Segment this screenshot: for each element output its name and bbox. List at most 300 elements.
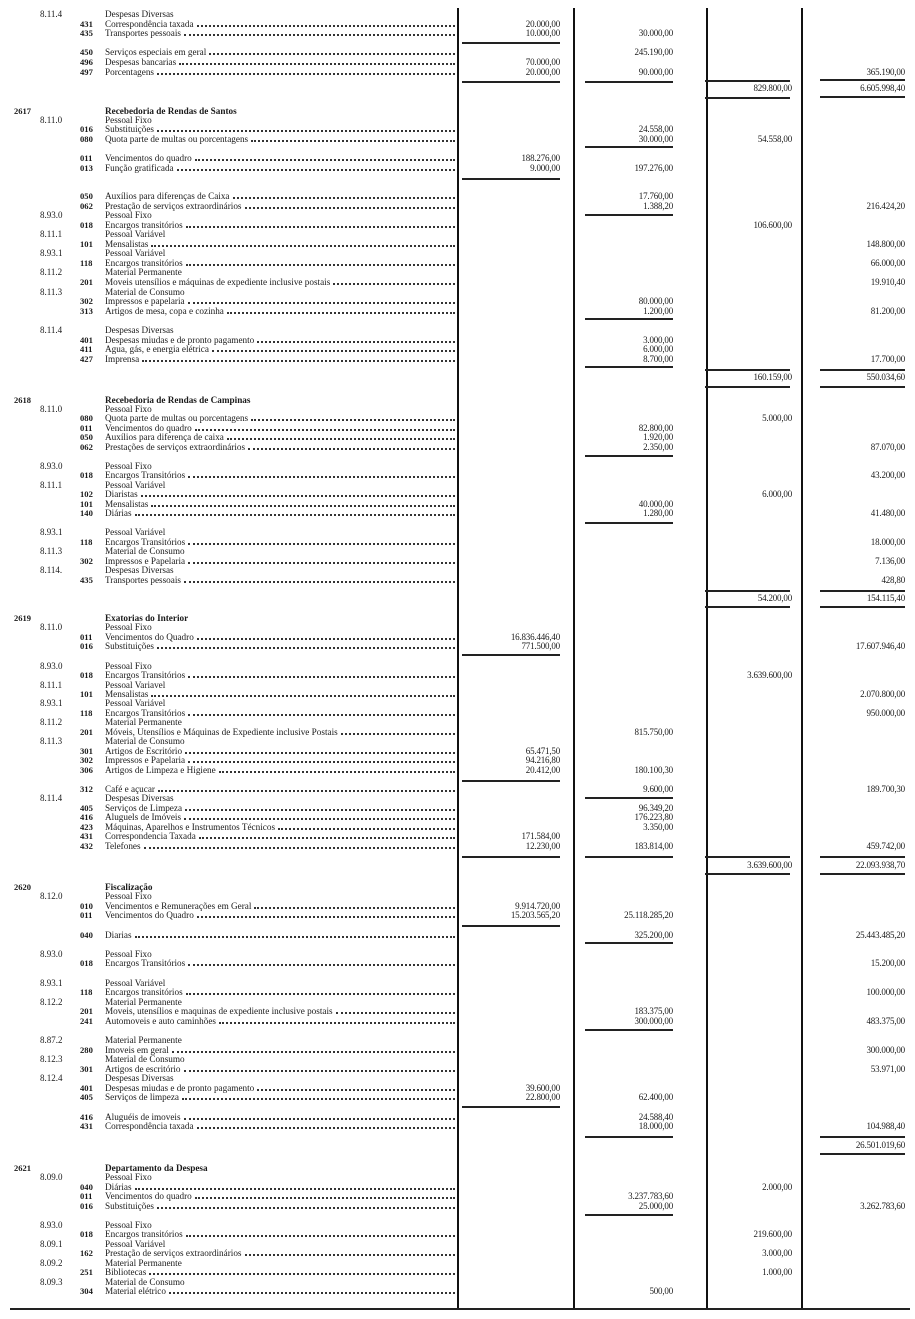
dotted-leader [157, 641, 455, 649]
description-text: Vencimentos do quadro [105, 423, 192, 433]
subtotal-rule [820, 386, 905, 388]
dotted-leader [336, 1006, 455, 1014]
table-row [0, 344, 915, 354]
item-code: 401 [80, 1083, 93, 1093]
amount-c2: 300.000,00 [634, 1016, 673, 1026]
description-text: Pessoal Fixo [105, 949, 152, 959]
description [105, 229, 455, 239]
amount-c3: 829.800,00 [753, 83, 792, 93]
item-code: 312 [80, 784, 93, 794]
dotted-leader [195, 153, 455, 161]
dotted-leader [186, 258, 455, 266]
description-text: Moveis, utensílios e maquinas de expediente inclusive postais [105, 1006, 333, 1016]
item-code: 313 [80, 306, 93, 316]
item-code: 011 [80, 423, 93, 433]
item-code: 118 [80, 537, 93, 547]
group-code: 8.11.4 [40, 9, 63, 19]
description [105, 1092, 455, 1102]
dotted-leader [151, 499, 455, 507]
group-heading-row [0, 210, 915, 220]
table-row [0, 1121, 915, 1131]
description-text: Função gratificada [105, 163, 174, 173]
subtotal-rule [462, 856, 560, 858]
dotted-leader [169, 1286, 455, 1294]
amount-c2: 25.118.285,20 [624, 910, 673, 920]
description-text: Impressos e papelaria [105, 296, 185, 306]
amount-c2: 3.000,00 [643, 335, 673, 345]
subtotal-rule [585, 146, 673, 148]
amount-c1: 65.471,50 [525, 746, 560, 756]
amount-c4: 81.200,00 [870, 306, 905, 316]
description-text: Prestação de serviços extraordinários [105, 201, 242, 211]
subtotal-rule [462, 780, 560, 782]
item-code: 040 [80, 1182, 93, 1192]
amount-c3: 106.600,00 [753, 220, 792, 230]
amount-c2: 1.920,00 [643, 432, 673, 442]
description [105, 134, 455, 144]
group-code: 8.11.3 [40, 287, 63, 297]
description-text: Recebedoria de Rendas de Santos [105, 106, 237, 116]
description-text: Diárias [105, 1182, 132, 1192]
subtotal-rule [705, 856, 790, 858]
dotted-leader [184, 1112, 455, 1120]
amount-c4: 87.070,00 [870, 442, 905, 452]
dotted-leader [197, 1121, 455, 1129]
item-code: 301 [80, 1064, 93, 1074]
description [105, 641, 455, 651]
description-text: Quota parte de multas ou porcentagens [105, 413, 249, 423]
dotted-leader [195, 1191, 455, 1199]
item-code: 431 [80, 1121, 93, 1131]
amount-c2: 815.750,00 [634, 727, 673, 737]
table-row [0, 67, 915, 77]
description [105, 1073, 455, 1083]
description-text: Material de Consumo [105, 1054, 185, 1064]
amount-c4: 41.480,00 [870, 508, 905, 518]
dotted-leader [172, 1045, 455, 1053]
item-code: 018 [80, 220, 93, 230]
description-text: Impressos e Papelaria [105, 755, 186, 765]
description [105, 1016, 455, 1026]
dotted-leader [184, 575, 455, 583]
description-text: Material Permanente [105, 267, 182, 277]
dotted-leader [186, 987, 455, 995]
amount-c2: 3.237.783,60 [628, 1191, 673, 1201]
amount-c1: 9.000,00 [530, 163, 560, 173]
group-heading-row [0, 527, 915, 537]
item-code: 050 [80, 432, 93, 442]
dotted-leader [186, 1229, 455, 1237]
description [105, 296, 455, 306]
dotted-leader [151, 239, 455, 247]
description-text: Serviços de Limpeza [105, 803, 183, 813]
description [105, 1286, 455, 1296]
group-code: 8.93.0 [40, 949, 63, 959]
item-code: 201 [80, 727, 93, 737]
subtotal-rule [820, 873, 905, 875]
table-row [0, 765, 915, 775]
dotted-leader [188, 537, 455, 545]
group-heading-row [0, 717, 915, 727]
description-text: Fiscalização [105, 882, 153, 892]
item-code: 416 [80, 812, 93, 822]
subtotal-rule [820, 79, 905, 81]
amount-c3: 2.000,00 [762, 1182, 792, 1192]
table-row [0, 930, 915, 940]
amount-c1: 771.500,00 [521, 641, 560, 651]
description [105, 210, 455, 220]
description-text: Pessoal Fixo [105, 404, 152, 414]
dotted-leader [257, 1083, 455, 1091]
dotted-leader [341, 727, 455, 735]
group-code: 8.114. [40, 565, 63, 575]
amount-c2: 40.000,00 [638, 499, 673, 509]
amount-c2: 30.000,00 [638, 134, 673, 144]
amount-c1: 39.600,00 [525, 1083, 560, 1093]
group-heading-row [0, 9, 915, 19]
description-text: Imoveis em geral [105, 1045, 169, 1055]
item-code: 432 [80, 841, 93, 851]
description-text: Pessoal Fixo [105, 622, 152, 632]
item-code: 018 [80, 470, 93, 480]
item-code: 101 [80, 239, 93, 249]
group-heading-row [0, 1073, 915, 1083]
item-code: 062 [80, 442, 93, 452]
table-row [0, 1248, 915, 1258]
table-row [0, 1092, 915, 1102]
description-text: Encargos transitórios [105, 220, 183, 230]
item-code: 102 [80, 489, 93, 499]
amount-c1: 12.230,00 [525, 841, 560, 851]
item-code: 431 [80, 19, 93, 29]
subtotal-rule [585, 81, 673, 83]
amount-c1: 188.276,00 [521, 153, 560, 163]
description [105, 670, 455, 680]
subtotal-rule [820, 1136, 905, 1138]
description [105, 958, 455, 968]
description-text: Pessoal Fixo [105, 1220, 152, 1230]
table-row [0, 28, 915, 38]
description-text: Substituições [105, 641, 155, 651]
amount-c4: 15.200,00 [870, 958, 905, 968]
subtotal-rule [705, 80, 790, 82]
description-text: Artigos de Limpeza e Higiene [105, 765, 216, 775]
amount-c4: 26.501.019,60 [855, 1140, 905, 1150]
amount-c2: 1.280,00 [643, 508, 673, 518]
amount-c2: 1.200,00 [643, 306, 673, 316]
description [105, 344, 455, 354]
item-code: 016 [80, 124, 93, 134]
description-text: Material de Consumo [105, 736, 185, 746]
dotted-leader [149, 1267, 455, 1275]
group-code: 8.11.0 [40, 404, 63, 414]
subtotal-rule [820, 606, 905, 608]
description [105, 163, 455, 173]
amount-c2: 245.190,00 [634, 47, 673, 57]
item-code: 062 [80, 201, 93, 211]
description-text: Máquinas, Aparelhos e Instrumentos Técnicos [105, 822, 276, 832]
subtotal-rule [462, 81, 560, 83]
description-text: Vencimentos do Quadro [105, 910, 194, 920]
table-row [0, 47, 915, 57]
item-code: 016 [80, 1201, 93, 1211]
description-text: Impressos e Papelaria [105, 556, 186, 566]
group-code: 8.11.2 [40, 267, 63, 277]
subtotal-rule [820, 96, 905, 98]
item-code: 011 [80, 153, 93, 163]
description-text: Encargos transitórios [105, 258, 183, 268]
amount-c4: 22.093.938,70 [855, 860, 905, 870]
description-text: Despesas miudas e de pronto pagamento [105, 335, 255, 345]
dotted-leader [233, 191, 456, 199]
subtotal-rule [585, 214, 673, 216]
group-code: 8.11.0 [40, 622, 63, 632]
description-text: Material de Consumo [105, 1277, 185, 1287]
dotted-leader [212, 344, 455, 352]
dotted-leader [135, 1182, 455, 1190]
description-text: Correspondência taxada [105, 19, 194, 29]
table-row [0, 354, 915, 364]
amount-c2: 183.375,00 [634, 1006, 673, 1016]
description [105, 765, 455, 775]
group-heading-row [0, 565, 915, 575]
subtotal-rule [820, 590, 905, 592]
group-code: 8.09.0 [40, 1172, 63, 1182]
description [105, 698, 455, 708]
item-code: 302 [80, 755, 93, 765]
amount-c3: 5.000,00 [762, 413, 792, 423]
item-code: 118 [80, 987, 93, 997]
table-row [0, 910, 915, 920]
description [105, 910, 455, 920]
item-code: 018 [80, 1229, 93, 1239]
group-code: 8.93.0 [40, 1220, 63, 1230]
table-row [0, 958, 915, 968]
description [105, 841, 455, 851]
dotted-leader [184, 812, 455, 820]
item-code: 011 [80, 632, 93, 642]
description-text: Pessoal Variavel [105, 680, 166, 690]
item-code: 011 [80, 910, 93, 920]
description-text: Encargos Transitórios [105, 708, 186, 718]
group-code: 8.11.1 [40, 480, 63, 490]
description-text: Pessoal Variável [105, 698, 166, 708]
amount-c3: 3.639.600,00 [747, 670, 792, 680]
description-text: Auxílios para diferença de caixa [105, 432, 224, 442]
amount-c1: 10.000,00 [525, 28, 560, 38]
group-code: 8.11.0 [40, 115, 63, 125]
description-text: Diarias [105, 930, 132, 940]
dotted-leader [135, 930, 455, 938]
subtotal-rule [705, 97, 790, 99]
group-code: 8.11.4 [40, 325, 63, 335]
table-row [0, 987, 915, 997]
table-row [0, 306, 915, 316]
description-text: Imprensa [105, 354, 140, 364]
description [105, 1054, 455, 1064]
description-text: Material Permanente [105, 1035, 182, 1045]
item-code: 016 [80, 641, 93, 651]
description-text: Mensalistas [105, 499, 149, 509]
item-code: 018 [80, 958, 93, 968]
amount-c4: 43.200,00 [870, 470, 905, 480]
group-heading-row [0, 267, 915, 277]
subtotal-rule [585, 1136, 673, 1138]
amount-c3: 6.000,00 [762, 489, 792, 499]
group-heading-row [0, 325, 915, 335]
subtotal-rule [705, 606, 790, 608]
subtotal-rule [462, 925, 560, 927]
amount-c4: 3.262.783,60 [860, 1201, 905, 1211]
amount-c3: 3.000,00 [762, 1248, 792, 1258]
description [105, 508, 455, 518]
description-text: Despesas Diversas [105, 1073, 174, 1083]
subtotal-rule [462, 42, 560, 44]
description-text: Pessoal Variável [105, 229, 166, 239]
description [105, 1229, 455, 1239]
description [105, 248, 455, 258]
amount-c4: 300.000,00 [866, 1045, 905, 1055]
dotted-leader [188, 556, 455, 564]
group-heading-row [0, 248, 915, 258]
subtotal-rule [585, 522, 673, 524]
item-code: 431 [80, 831, 93, 841]
item-code: 405 [80, 803, 93, 813]
amount-c2: 17.760,00 [638, 191, 673, 201]
description-text: Quota parte de multas ou porcentagens [105, 134, 249, 144]
description-text: Encargos Transitórios [105, 670, 186, 680]
item-code: 497 [80, 67, 93, 77]
table-row [0, 432, 915, 442]
item-code: 496 [80, 57, 93, 67]
description-text: Auxílios para diferenças de Caixa [105, 191, 230, 201]
dotted-leader [177, 163, 455, 171]
table-row [0, 670, 915, 680]
dotted-leader [182, 1092, 455, 1100]
table-row [0, 191, 915, 201]
description [105, 267, 455, 277]
description-text: Artigos de escritório [105, 1064, 181, 1074]
description [105, 891, 455, 901]
amount-c1: 20.412,00 [525, 765, 560, 775]
table-row [0, 1191, 915, 1201]
description [105, 191, 455, 201]
description-text: Material de Consumo [105, 287, 185, 297]
subtotal-rule [462, 178, 560, 180]
group-code: 8.93.0 [40, 461, 63, 471]
amount-c3: 3.639.600,00 [747, 860, 792, 870]
dotted-leader [188, 470, 455, 478]
description-text: Diaristas [105, 489, 138, 499]
section-code: 2621 [14, 1163, 31, 1173]
amount-c2: 176.223,80 [634, 812, 673, 822]
description-text: Artigos de mesa, copa e cozinha [105, 306, 224, 316]
item-code: 423 [80, 822, 93, 832]
amount-c4: 104.988,40 [866, 1121, 905, 1131]
group-code: 8.11.1 [40, 229, 63, 239]
item-code: 201 [80, 1006, 93, 1016]
description-text: Transportes pessoais [105, 28, 181, 38]
group-code: 8.87.2 [40, 1035, 63, 1045]
description-text: Aluguels de Imóveis [105, 812, 182, 822]
item-code: 435 [80, 575, 93, 585]
dotted-leader [186, 220, 455, 228]
group-code: 8.09.2 [40, 1258, 63, 1268]
description-text: Exatorias do Interior [105, 613, 189, 623]
amount-c1: 171.584,00 [521, 831, 560, 841]
description-text: Transportes pessoais [105, 575, 181, 585]
amount-c4: 459.742,00 [866, 841, 905, 851]
amount-c3: 54.558,00 [757, 134, 792, 144]
item-code: 241 [80, 1016, 93, 1026]
amount-c2: 8.700,00 [643, 354, 673, 364]
amount-c2: 197.276,00 [634, 163, 673, 173]
subtotal-rule [585, 1214, 673, 1216]
amount-c3: 54.200,00 [757, 593, 792, 603]
subtotal-rule [705, 590, 790, 592]
dotted-leader [135, 508, 455, 516]
amount-c4: 17.700,00 [870, 354, 905, 364]
amount-c2: 1.388,20 [643, 201, 673, 211]
bottom-rule [10, 1308, 910, 1310]
group-code: 8.11.4 [40, 793, 63, 803]
section-code: 2619 [14, 613, 31, 623]
amount-c4: 550.034,60 [866, 372, 905, 382]
description [105, 930, 455, 940]
item-code: 010 [80, 901, 93, 911]
dotted-leader [197, 19, 455, 27]
description [105, 153, 455, 163]
subtotal-rule [585, 318, 673, 320]
table-row [0, 134, 915, 144]
description-text: Café e açucar [105, 784, 155, 794]
description-text: Encargos transitórios [105, 1229, 183, 1239]
amount-c3: 1.000,00 [762, 1267, 792, 1277]
description [105, 736, 455, 746]
amount-c1: 20.000,00 [525, 19, 560, 29]
group-code: 8.93.1 [40, 248, 63, 258]
total-row [0, 593, 915, 603]
amount-c2: 90.000,00 [638, 67, 673, 77]
table-row [0, 1286, 915, 1296]
description-text: Substituições [105, 1201, 155, 1211]
table-row [0, 153, 915, 163]
description-text: Despesas Diversas [105, 325, 174, 335]
dotted-leader [195, 423, 455, 431]
description-text: Pessoal Variável [105, 978, 166, 988]
description-text: Material Permanente [105, 1258, 182, 1268]
subtotal-rule [585, 455, 673, 457]
group-heading-row [0, 1172, 915, 1182]
description-text: Pessoal Fixo [105, 891, 152, 901]
description-text: Prestação de serviços extraordinários [105, 1248, 242, 1258]
item-code: 080 [80, 413, 93, 423]
dotted-leader [179, 57, 455, 65]
description [105, 325, 455, 335]
group-code: 8.12.4 [40, 1073, 63, 1083]
item-code: 280 [80, 1045, 93, 1055]
dotted-leader [158, 784, 455, 792]
description [105, 124, 455, 134]
subtotal-rule [585, 856, 673, 858]
item-code: 401 [80, 335, 93, 345]
description [105, 812, 455, 822]
amount-c4: 6.605.998,40 [860, 83, 905, 93]
description-text: Aluguéis de imoveis [105, 1112, 181, 1122]
table-row [0, 470, 915, 480]
description [105, 47, 455, 57]
group-heading-row [0, 698, 915, 708]
